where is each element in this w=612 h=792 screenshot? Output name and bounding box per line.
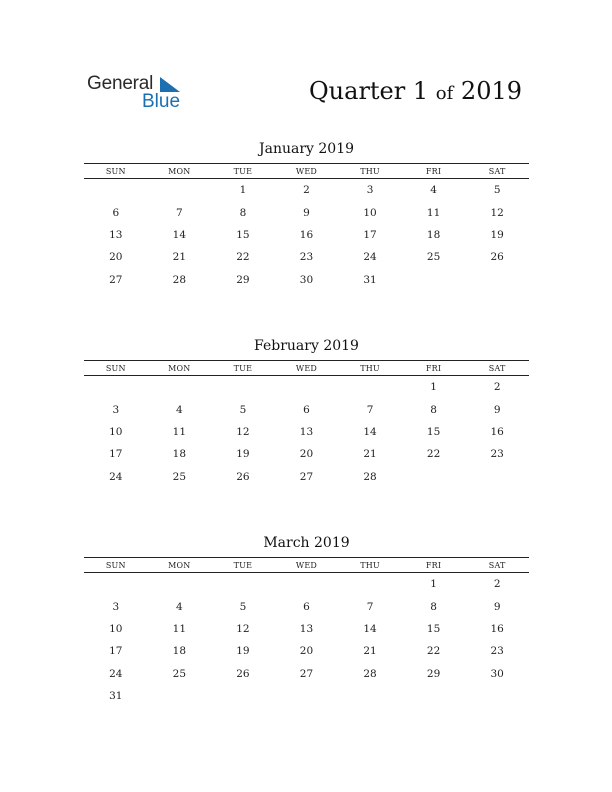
page-title xyxy=(309,76,522,109)
day-cell xyxy=(84,376,148,399)
day-cell: 26 xyxy=(490,251,504,264)
logo-blue-text: Blue xyxy=(142,91,181,112)
day-cell: 8 xyxy=(430,600,437,613)
day-cell xyxy=(148,685,212,707)
day-cell: 9 xyxy=(493,600,501,613)
week-row xyxy=(84,618,529,640)
day-cell xyxy=(402,269,466,291)
day-cell: 15 xyxy=(426,622,441,635)
day-cell: 5 xyxy=(493,184,501,197)
day-cell: 22 xyxy=(236,251,250,264)
day-cell: 8 xyxy=(239,206,247,219)
day-cell: 9 xyxy=(303,206,310,219)
weekday-label: WED xyxy=(275,558,339,573)
day-cell: 28 xyxy=(172,273,187,286)
week-row xyxy=(84,201,529,223)
month-january xyxy=(84,140,529,291)
day-cell: 5 xyxy=(239,600,247,613)
weekday-label: FRI xyxy=(402,558,466,573)
day-cell xyxy=(402,685,466,707)
day-cell: 11 xyxy=(426,206,441,219)
week-row xyxy=(84,421,529,443)
day-cell: 11 xyxy=(172,622,187,635)
day-cell: 16 xyxy=(490,425,504,438)
day-cell: 13 xyxy=(109,228,123,241)
day-cell: 1 xyxy=(430,381,437,394)
day-cell: 17 xyxy=(363,228,377,241)
day-cell: 27 xyxy=(299,667,314,680)
weekday-label: SAT xyxy=(465,361,529,376)
day-cell: 18 xyxy=(172,448,187,461)
day-cell: 4 xyxy=(176,403,183,416)
day-cell: 12 xyxy=(490,206,504,219)
day-cell: 20 xyxy=(299,645,314,658)
weekday-label: SUN xyxy=(84,558,148,573)
day-cell: 23 xyxy=(490,448,504,461)
week-row xyxy=(84,595,529,617)
day-cell: 24 xyxy=(109,470,123,483)
day-cell: 5 xyxy=(239,403,247,416)
day-cell xyxy=(275,573,339,596)
logo-general-text: General xyxy=(87,73,154,94)
week-row xyxy=(84,224,529,246)
day-cell: 25 xyxy=(172,667,187,680)
day-cell xyxy=(465,685,529,707)
day-cell xyxy=(84,573,148,596)
day-cell: 3 xyxy=(366,184,374,197)
weekday-label: MON xyxy=(148,164,212,179)
day-cell: 20 xyxy=(109,251,123,264)
day-cell: 4 xyxy=(430,184,437,197)
day-cell: 9 xyxy=(493,403,501,416)
day-cell: 29 xyxy=(236,273,250,286)
day-cell: 19 xyxy=(236,645,250,658)
day-cell xyxy=(338,685,402,707)
day-cell: 31 xyxy=(363,273,377,286)
day-cell: 26 xyxy=(236,667,250,680)
day-cell: 7 xyxy=(366,403,374,416)
calendar-grid xyxy=(84,360,529,488)
weekday-label: TUE xyxy=(211,361,275,376)
weekday-label: SUN xyxy=(84,164,148,179)
day-cell: 10 xyxy=(363,206,377,219)
day-cell: 14 xyxy=(172,228,187,241)
day-cell: 10 xyxy=(109,425,123,438)
day-cell: 29 xyxy=(426,667,441,680)
calendar-grid xyxy=(84,557,529,707)
calendar-grid xyxy=(84,163,529,291)
day-cell: 11 xyxy=(172,425,187,438)
day-cell: 24 xyxy=(109,667,123,680)
day-cell: 3 xyxy=(112,600,120,613)
logo xyxy=(87,73,197,113)
day-cell: 18 xyxy=(172,645,187,658)
day-cell: 17 xyxy=(109,448,123,461)
day-cell: 6 xyxy=(112,206,120,219)
weekday-label: MON xyxy=(148,361,212,376)
weekday-label: TUE xyxy=(211,164,275,179)
day-cell: 16 xyxy=(490,622,504,635)
day-cell: 16 xyxy=(299,228,314,241)
day-cell xyxy=(148,376,212,399)
month-title: January 2019 xyxy=(258,141,355,157)
week-row xyxy=(84,269,529,291)
day-cell: 7 xyxy=(366,600,374,613)
weekday-label: MON xyxy=(148,558,212,573)
title-quarter: Quarter 1 xyxy=(309,77,429,105)
day-cell: 17 xyxy=(109,645,123,658)
weekday-label: THU xyxy=(338,558,402,573)
day-cell: 23 xyxy=(490,645,504,658)
day-cell: 19 xyxy=(236,448,250,461)
weekday-label: FRI xyxy=(402,164,466,179)
day-cell xyxy=(338,573,402,596)
weekday-label: WED xyxy=(275,164,339,179)
day-cell xyxy=(84,179,148,202)
week-row xyxy=(84,376,529,399)
day-cell: 21 xyxy=(363,645,377,658)
weekday-header-row xyxy=(84,164,529,179)
weekday-header-row xyxy=(84,558,529,573)
day-cell: 19 xyxy=(490,228,504,241)
day-cell: 13 xyxy=(299,622,314,635)
day-cell: 26 xyxy=(236,470,250,483)
day-cell: 25 xyxy=(172,470,187,483)
weekday-label: THU xyxy=(338,361,402,376)
day-cell: 2 xyxy=(493,381,501,394)
weekday-label: SAT xyxy=(465,164,529,179)
day-cell xyxy=(148,573,212,596)
weekday-label: SUN xyxy=(84,361,148,376)
day-cell: 22 xyxy=(426,645,441,658)
day-cell: 14 xyxy=(363,622,377,635)
day-cell: 31 xyxy=(109,690,123,703)
week-row xyxy=(84,573,529,596)
logo-triangle-icon xyxy=(160,76,180,92)
day-cell xyxy=(275,685,339,707)
month-march xyxy=(84,534,529,707)
day-cell: 3 xyxy=(112,403,120,416)
week-row xyxy=(84,685,529,707)
day-cell: 25 xyxy=(426,251,441,264)
day-cell: 30 xyxy=(299,273,314,286)
day-cell: 6 xyxy=(303,403,310,416)
week-row xyxy=(84,246,529,268)
weekday-label: TUE xyxy=(211,558,275,573)
day-cell: 14 xyxy=(363,425,377,438)
month-title: February 2019 xyxy=(254,338,359,354)
day-cell xyxy=(338,376,402,399)
week-row xyxy=(84,640,529,662)
day-cell xyxy=(211,376,275,399)
month-february xyxy=(84,337,529,488)
day-cell: 24 xyxy=(363,251,377,264)
weekday-header-row xyxy=(84,361,529,376)
title-year: 2019 xyxy=(460,77,522,105)
week-row xyxy=(84,398,529,420)
weekday-label: SAT xyxy=(465,558,529,573)
day-cell: 27 xyxy=(299,470,314,483)
day-cell: 1 xyxy=(239,184,247,197)
weekday-label: FRI xyxy=(402,361,466,376)
week-row xyxy=(84,443,529,465)
day-cell: 12 xyxy=(236,622,250,635)
day-cell: 30 xyxy=(490,667,504,680)
day-cell: 22 xyxy=(426,448,441,461)
day-cell: 8 xyxy=(430,403,437,416)
day-cell: 28 xyxy=(363,470,377,483)
day-cell: 12 xyxy=(236,425,250,438)
day-cell xyxy=(211,573,275,596)
day-cell: 15 xyxy=(426,425,441,438)
day-cell: 28 xyxy=(363,667,377,680)
weekday-label: THU xyxy=(338,164,402,179)
weekday-label: WED xyxy=(275,361,339,376)
day-cell: 13 xyxy=(299,425,314,438)
day-cell: 27 xyxy=(109,273,123,286)
day-cell xyxy=(148,179,212,202)
day-cell: 1 xyxy=(430,578,437,591)
day-cell xyxy=(465,269,529,291)
day-cell: 23 xyxy=(299,251,314,264)
day-cell: 6 xyxy=(303,600,310,613)
day-cell: 4 xyxy=(176,600,183,613)
day-cell: 15 xyxy=(236,228,250,241)
day-cell xyxy=(211,685,275,707)
day-cell xyxy=(275,376,339,399)
month-title: March 2019 xyxy=(263,535,350,551)
week-row xyxy=(84,179,529,202)
day-cell xyxy=(465,466,529,488)
day-cell: 20 xyxy=(299,448,314,461)
day-cell: 2 xyxy=(303,184,310,197)
day-cell: 21 xyxy=(363,448,377,461)
week-row xyxy=(84,663,529,685)
day-cell: 18 xyxy=(426,228,441,241)
day-cell: 10 xyxy=(109,622,123,635)
day-cell: 2 xyxy=(493,578,501,591)
title-of: of xyxy=(435,83,454,104)
day-cell xyxy=(402,466,466,488)
day-cell: 7 xyxy=(176,206,183,219)
day-cell: 21 xyxy=(172,251,187,264)
week-row xyxy=(84,466,529,488)
